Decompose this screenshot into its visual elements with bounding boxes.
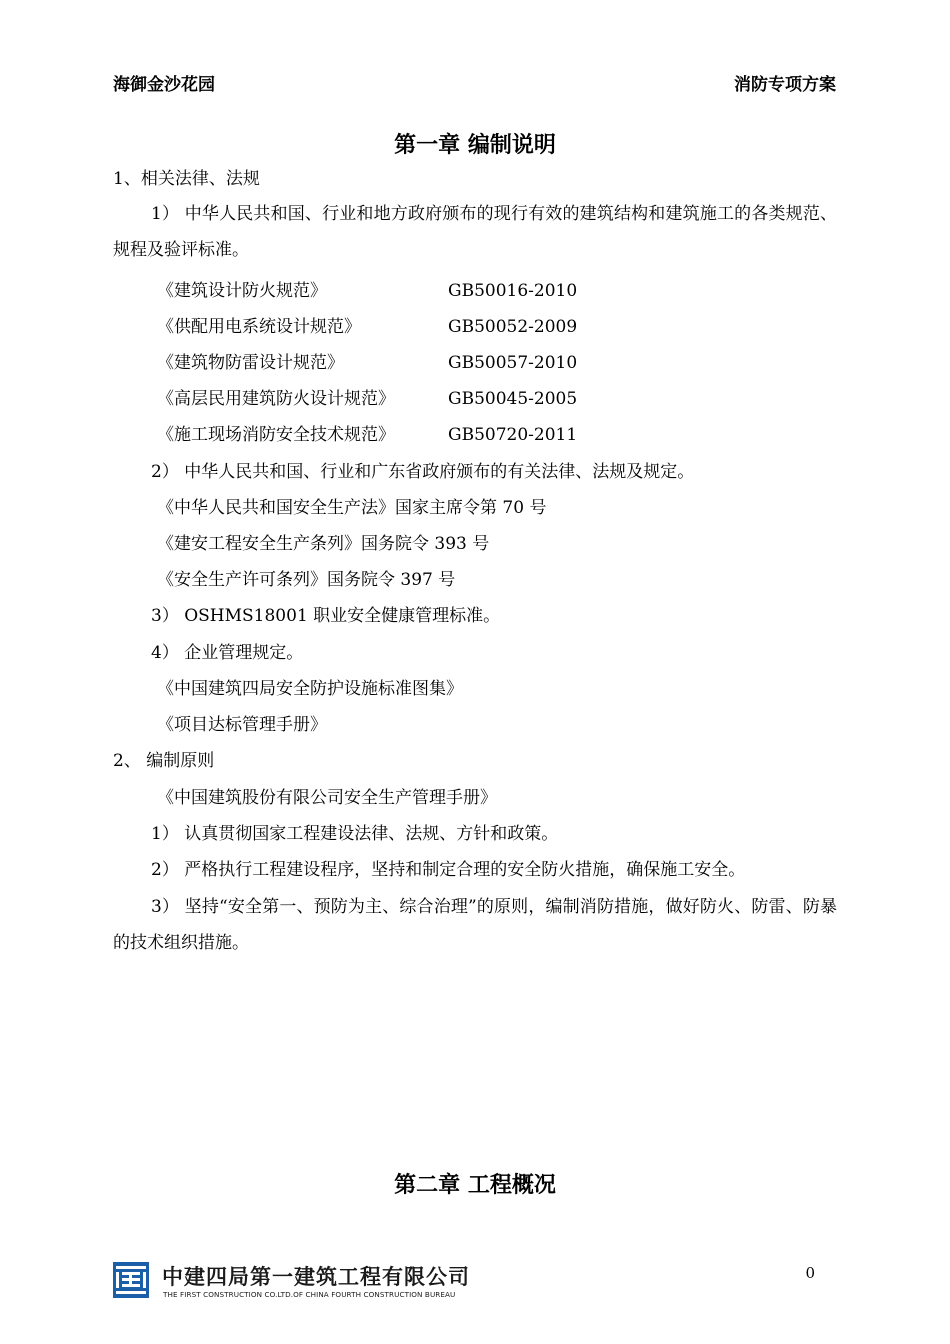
chapter-2-title: 第二章 工程概况 [394,1173,556,1198]
page-number: 0 [805,1264,815,1282]
enterprise-reference: 《项目达标管理手册》 [157,715,327,735]
law-reference: 《安全生产许可条列》国务院令 397 号 [157,570,456,590]
company-logo-icon [113,1262,149,1298]
section-2-heading: 2、 编制原则 [113,751,215,771]
standard-name: 《供配用电系统设计规范》 [157,317,361,337]
section-1-heading: 1、相关法律、法规 [113,169,260,189]
standard-name: 《建筑物防雷设计规范》 [157,353,344,373]
law-reference: 《中华人民共和国安全生产法》国家主席令第 70 号 [157,498,547,518]
footer-company-name-en: THE FIRST CONSTRUCTION CO.LTD.OF CHINA FOURTH CONSTRUCTION BUREAU [163,1290,456,1299]
enterprise-reference: 《中国建筑四局安全防护设施标准图集》 [157,679,463,699]
standard-code: GB50052-2009 [448,317,578,337]
header-project-name: 海御金沙花园 [113,75,215,95]
section-1-item-3: 3） OSHMS18001 职业安全健康管理标准。 [151,606,501,626]
standard-code: GB50057-2010 [448,353,578,373]
section-1-item-1: 1） 中华人民共和国、行业和地方政府颁布的现行有效的建筑结构和建筑施工的各类规范、规程及验评标准。 [113,204,837,260]
principle-2: 2） 严格执行工程建设程序，坚持和制定合理的安全防火措施，确保施工安全。 [151,860,746,880]
standard-name: 《施工现场消防安全技术规范》 [157,425,395,445]
standard-code: GB50045-2005 [448,389,578,409]
principle-1: 1） 认真贯彻国家工程建设法律、法规、方针和政策。 [151,824,559,844]
standard-code: GB50016-2010 [448,281,578,301]
standard-code: GB50720-2011 [448,425,578,445]
standard-name: 《高层民用建筑防火设计规范》 [157,389,395,409]
chapter-1-title: 第一章 编制说明 [394,133,556,158]
principle-3: 3） 坚持“安全第一、预防为主、综合治理”的原则，编制消防措施，做好防火、防雷、防暴的技术组织措施。 [113,897,837,953]
footer-company-name-cn: 中建四局第一建筑工程有限公司 [162,1265,470,1289]
safety-manual-reference: 《中国建筑股份有限公司安全生产管理手册》 [157,788,497,808]
section-1-item-2: 2） 中华人民共和国、行业和广东省政府颁布的有关法律、法规及规定。 [151,462,695,482]
header-document-type: 消防专项方案 [734,75,836,95]
standard-name: 《建筑设计防火规范》 [157,281,327,301]
section-1-item-4: 4） 企业管理规定。 [151,643,304,663]
law-reference: 《建安工程安全生产条列》国务院令 393 号 [157,534,490,554]
